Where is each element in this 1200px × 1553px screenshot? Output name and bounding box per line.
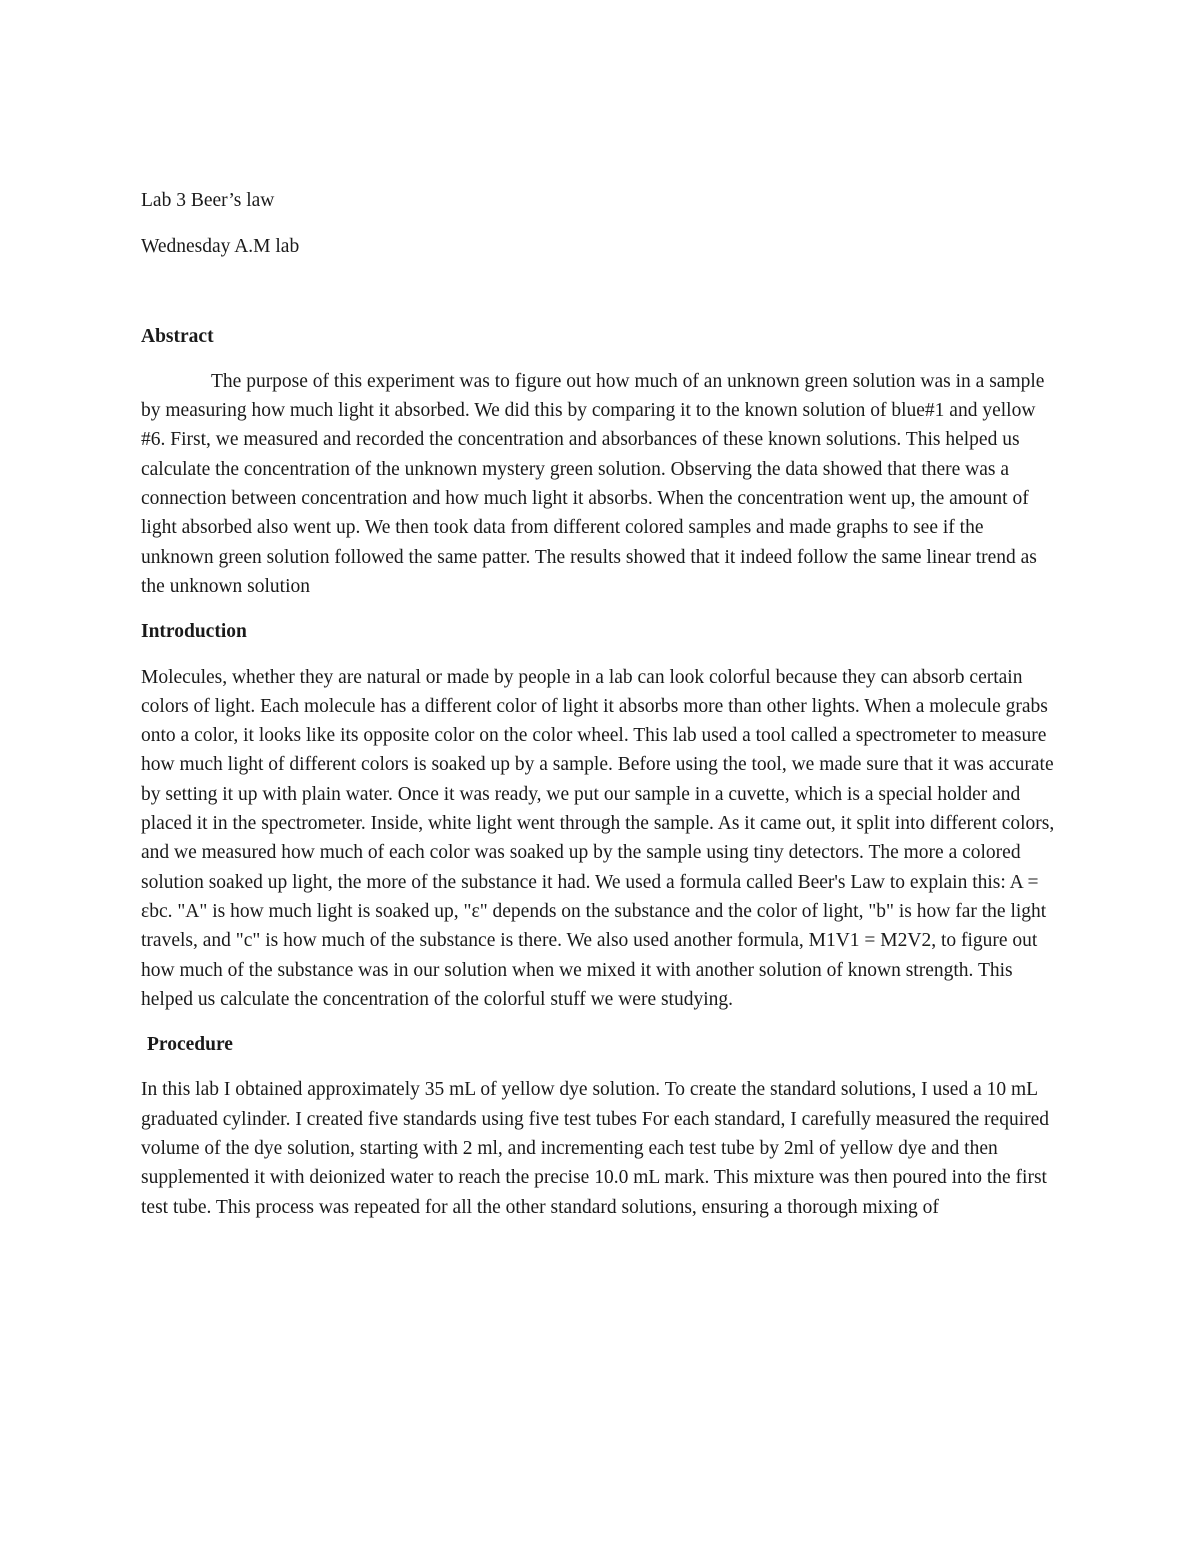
abstract-body: The purpose of this experiment was to figure out how much of an unknown green solution was in a sample by measuring how much light it absorbed. We did this by comparing it to the known solution of blue#1 and yellow #6. First, we measured and recorded the concentration and absorbances of these known solutions. This helped us calculate the concentration of the unknown mystery green solution. Observing the data showed that there was a connection between concentration and how much light it absorbs. When the concentration went up, the amount of light absorbed also went up. We then took data from different colored samples and made graphs to see if the unknown green solution followed the same patter. The results showed that it indeed follow the same linear trend as the unknown solution <box>141 370 1045 597</box>
introduction-heading: Introduction <box>141 621 247 643</box>
abstract-heading: Abstract <box>141 325 214 347</box>
document-title: Lab 3 Beer’s law <box>141 190 275 211</box>
procedure-body: In this lab I obtained approximately 35 mL of yellow dye solution. To create the standard solutions, I used a 10 mL graduated cylinder. I created five standards using five test tubes For each standard, I carefully measured the required volume of the dye solution, starting with 2 ml, and incrementing each test tube by 2ml of yellow dye and then supplemented it with deionized water to reach the precise 10.0 mL mark. This mixture was then poured into the first test tube. This process was repeated for all the other standard solutions, ensuring a thorough mixing of <box>141 1079 1050 1218</box>
introduction-body: Molecules, whether they are natural or made by people in a lab can look colorful because they can absorb certain colors of light. Each molecule has a different color of light it absorbs more than other lights. When a molecule grabs onto a color, it looks like its opposite color on the color wheel. This lab used a tool called a spectrometer to measure how much light of different colors is soaked up by a sample. Before using the tool, we made sure that it was accurate by setting it up with plain water. Once it was ready, we put our sample in a cuvette, which is a special holder and placed it in the spectrometer. Inside, white light went through the sample. As it came out, it split into different colors, and we measured how much of each color was soaked up by the sample using tiny detectors. The more a colored solution soaked up light, the more of the substance it had. We used a formula called Beer's Law to explain this: A = εbc. "A" is how much light is soaked up, "ε" depends on the substance and the color of light, "b" is how far the light travels, and "c" is how much of the substance is there. We also used another formula, M1V1 = M2V2, to figure out how much of the substance was in our solution when we mixed it with another solution of known strength. This helped us calculate the concentration of the colorful stuff we were studying. <box>141 666 1055 1010</box>
procedure-heading: Procedure <box>147 1034 233 1056</box>
document-page <box>141 186 1059 1222</box>
document-subtitle: Wednesday A.M lab <box>141 236 300 258</box>
